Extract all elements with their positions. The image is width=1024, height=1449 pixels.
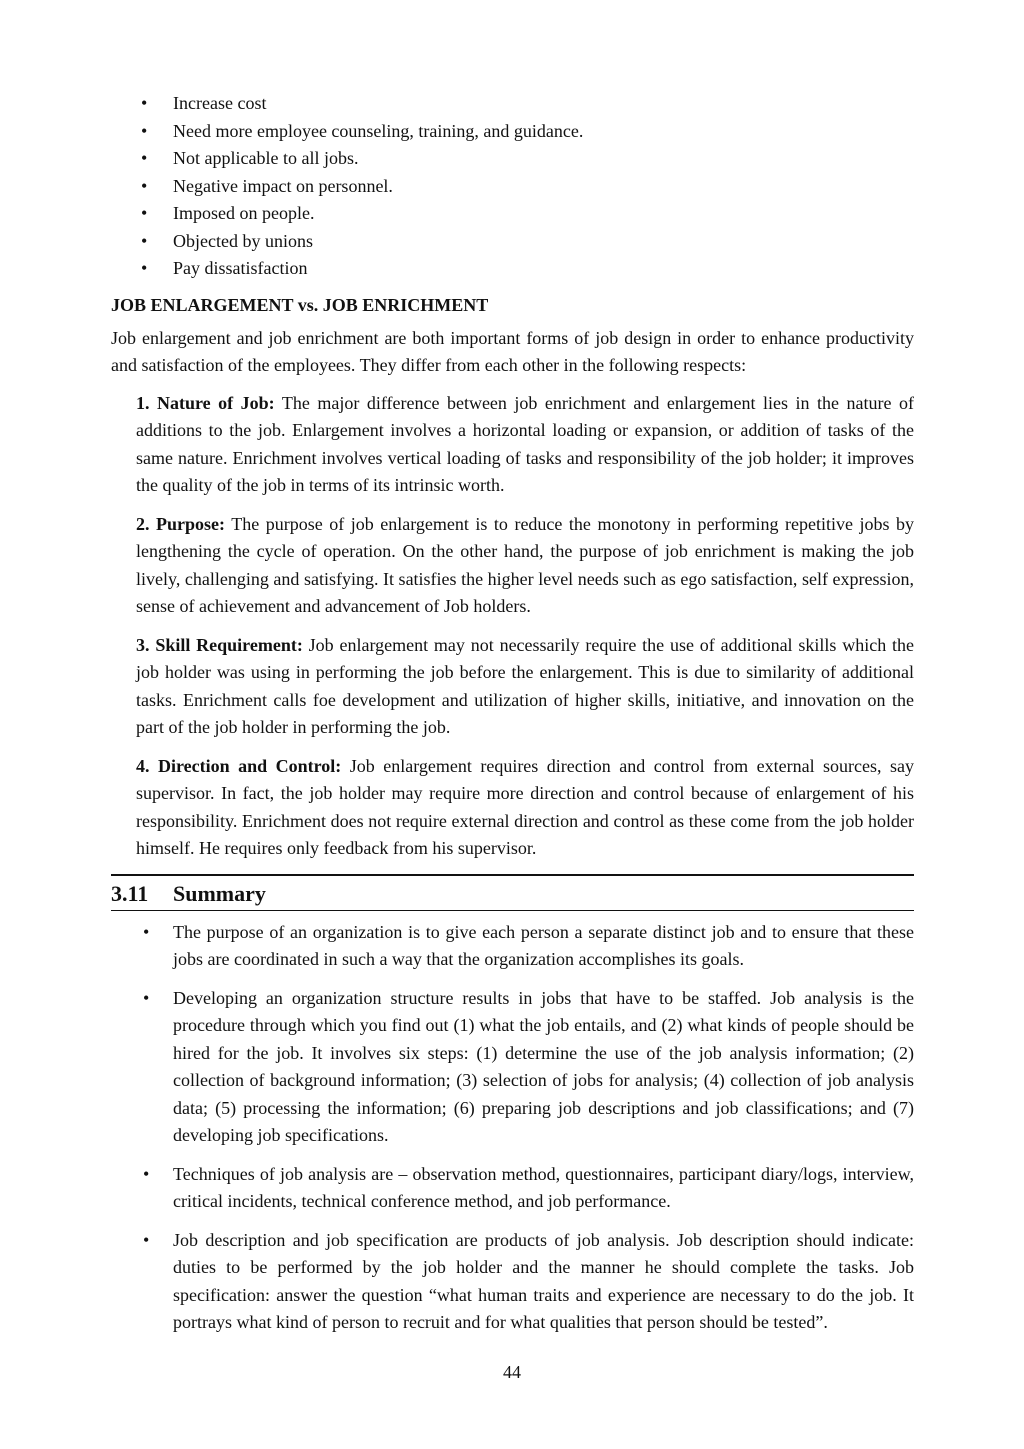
list-item: • Pay dissatisfaction bbox=[111, 255, 914, 283]
summary-section-heading bbox=[111, 874, 914, 911]
list-item: • Job description and job specification are products of job analysis. Job description should indicate: duties to be performed by the job holder and the manner he should complete the tasks. Job specification: answer the question “what human traits and experience are necessary to do the job. It portrays what kind of person to recruit and for what qualities that person should be tested”. bbox=[111, 1227, 914, 1337]
list-item: • Need more employee counseling, training, and guidance. bbox=[111, 118, 914, 146]
page-content bbox=[111, 90, 914, 1348]
list-item: • Negative impact on personnel. bbox=[111, 173, 914, 201]
item-title: 1. Nature of Job: bbox=[136, 392, 275, 413]
list-item: • Objected by unions bbox=[111, 228, 914, 256]
list-item: • Not applicable to all jobs. bbox=[111, 145, 914, 173]
list-item: • Developing an organization structure results in jobs that have to be staffed. Job analysis is the procedure through which you find out (1) what the job entails, and (2) what kinds of people should be hired for the job. It involves six steps: (1) determine the use of the job analysis information; (2) collection of background information; (3) selection of jobs for analysis; (4) collection of job analysis data; (5) processing the information; (6) preparing job descriptions and job classifications; and (7) developing job specifications. bbox=[111, 985, 914, 1150]
disadvantages-list bbox=[111, 90, 914, 283]
list-item: • The purpose of an organization is to give each person a separate distinct job and to ensure that these jobs are coordinated in such a way that the organization accomplishes its goals. bbox=[111, 919, 914, 974]
list-item: • Increase cost bbox=[111, 90, 914, 118]
comparison-item-purpose bbox=[136, 511, 914, 621]
page-number: 44 bbox=[503, 1362, 521, 1382]
item-title: 3. Skill Requirement: bbox=[136, 634, 303, 655]
comparison-item-skill bbox=[136, 632, 914, 742]
item-text: The purpose of job enlargement is to reduce the monotony in performing repetitive jobs by lengthening the cycle of operation. On the other hand, the purpose of job enrichment is making the job lively, challenging and satisfying. It satisfies the higher level needs such as ego satisfaction, self expression, sense of achievement and advancement of Job holders. bbox=[136, 513, 914, 616]
list-item: • Imposed on people. bbox=[111, 200, 914, 228]
section-title: Summary bbox=[173, 880, 266, 906]
item-title: 2. Purpose: bbox=[136, 513, 226, 534]
comparison-item-direction bbox=[136, 753, 914, 863]
item-text: Job enlargement may not necessarily require the use of additional skills which the job holder was using in performing the job before the enlargement. This is due to similarity of additional tasks. Enrichment calls foe development and utilization of higher skills, initiative, and innovation on the part of the job holder in performing the job. bbox=[136, 634, 915, 737]
summary-list bbox=[111, 919, 914, 1337]
comparison-heading: JOB ENLARGEMENT vs. JOB ENRICHMENT bbox=[111, 294, 489, 315]
list-item: • Techniques of job analysis are – observation method, questionnaires, participant diary/logs, interview, critical incidents, technical conference method, and job performance. bbox=[111, 1161, 914, 1216]
item-text: The major difference between job enrichment and enlargement lies in the nature of additions to the job. Enlargement involves a horizontal loading or expansion, or addition of tasks of the same nature. Enrichment involves vertical loading of tasks and responsibility of the job holder; it improves the quality of the job in terms of its intrinsic worth. bbox=[136, 392, 914, 495]
section-number: 3.11 bbox=[111, 880, 149, 906]
comparison-item-nature bbox=[136, 390, 914, 500]
comparison-intro: Job enlargement and job enrichment are both important forms of job design in order to enhance productivity and satisfaction of the employees. They differ from each other in the following respects: bbox=[111, 327, 914, 375]
item-text: Job enlargement requires direction and control from external sources, say supervisor. In fact, the job holder may require more direction and control because of enlargement of his responsibility. Enrichment does not require external direction and control as these come from the job holder himself. He requires only feedback from his supervisor. bbox=[136, 755, 914, 858]
item-title: 4. Direction and Control: bbox=[136, 755, 342, 776]
